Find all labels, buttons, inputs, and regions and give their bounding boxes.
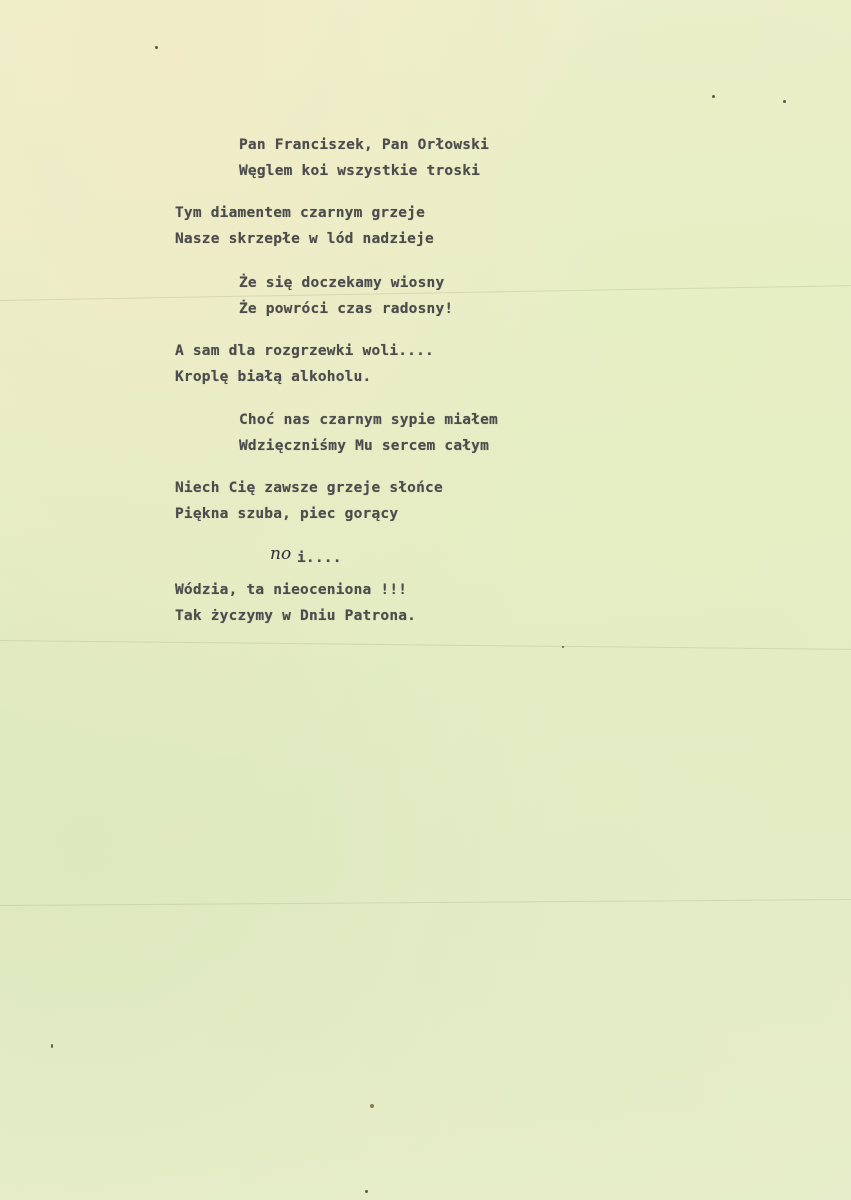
paper-speck bbox=[155, 46, 158, 49]
paper-speck bbox=[370, 1104, 374, 1108]
poem-line: Węglem koi wszystkie troski bbox=[239, 163, 481, 179]
poem-line: Wdzięczniśmy Mu sercem całym bbox=[239, 438, 490, 454]
poem-line: Tym diamentem czarnym grzeje bbox=[175, 205, 426, 221]
poem-line: Niech Cię zawsze grzeje słońce bbox=[175, 480, 443, 496]
poem-line: Choć nas czarnym sypie miałem bbox=[239, 412, 498, 428]
paper-speck bbox=[365, 1190, 368, 1193]
paper-crease bbox=[0, 899, 851, 906]
poem-line: Tak życzymy w Dniu Patrona. bbox=[175, 608, 417, 624]
poem-line: i.... bbox=[297, 550, 342, 566]
poem-line: A sam dla rozgrzewki woli.... bbox=[175, 343, 434, 359]
paper-speck bbox=[783, 100, 786, 103]
paper-speck bbox=[712, 95, 715, 98]
poem-line: Że się doczekamy wiosny bbox=[239, 275, 445, 291]
poem-line: Wódzia, ta nieoceniona !!! bbox=[175, 582, 408, 598]
paper-speck bbox=[562, 646, 564, 648]
paper-speck bbox=[51, 1044, 53, 1048]
paper-crease bbox=[0, 640, 851, 650]
poem-line: Że powróci czas radosny! bbox=[239, 301, 454, 317]
handwritten-note: no bbox=[270, 544, 292, 564]
poem-line: Piękna szuba, piec gorący bbox=[175, 506, 399, 522]
poem-line: Nasze skrzepłe w lód nadzieje bbox=[175, 231, 434, 247]
poem-line: Kroplę białą alkoholu. bbox=[175, 369, 372, 385]
poem-line: Pan Franciszek, Pan Orłowski bbox=[239, 137, 490, 153]
